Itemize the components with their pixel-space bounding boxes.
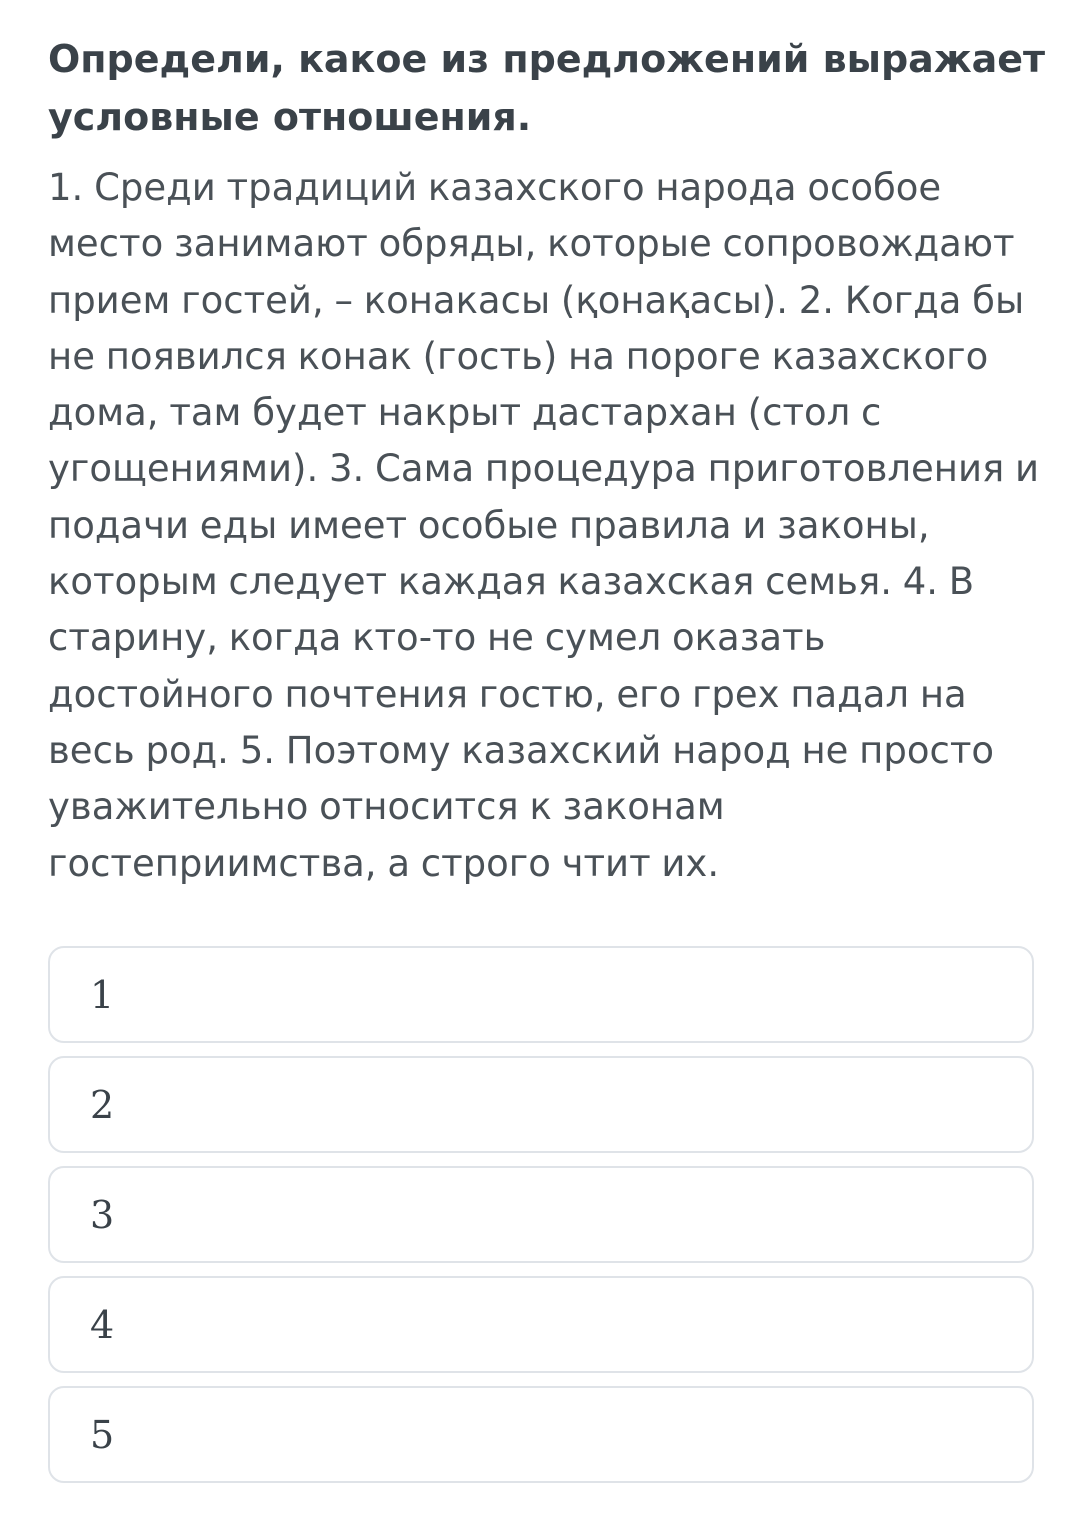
question-title: Определи, какое из предложений выражает условные отношения.	[48, 37, 1046, 139]
answer-option-label: 3	[90, 1192, 115, 1237]
answer-option-label: 4	[90, 1302, 115, 1347]
answer-option-4[interactable]	[48, 1276, 1034, 1373]
answer-option-5[interactable]	[48, 1386, 1034, 1483]
passage-text: 1. Среди традиций казахского народа особое место занимают обряды, которые сопровождают прием гостей, – конакасы (қонақасы). 2. Когда бы не появился конак (гость) на пороге казахского дома, там будет накрыт дастархан (стол с угощениями). 3. Сама процедура приготовления и подачи еды имеет особые правила и законы, которым следует каждая казахская семья. 4. В старину, когда кто-то не сумел оказать достойного почтения гостю, его грех падал на весь род. 5. Поэтому казахский народ не просто уважительно относится к законам гостеприимства, а строго чтит их.	[48, 166, 1040, 885]
answer-option-label: 1	[90, 972, 115, 1017]
answer-option-3[interactable]	[48, 1166, 1034, 1263]
answer-option-2[interactable]	[48, 1056, 1034, 1153]
answer-option-1[interactable]	[48, 946, 1034, 1043]
answer-option-label: 2	[90, 1082, 115, 1127]
answer-options	[48, 946, 1034, 1496]
answer-option-label: 5	[90, 1412, 115, 1457]
